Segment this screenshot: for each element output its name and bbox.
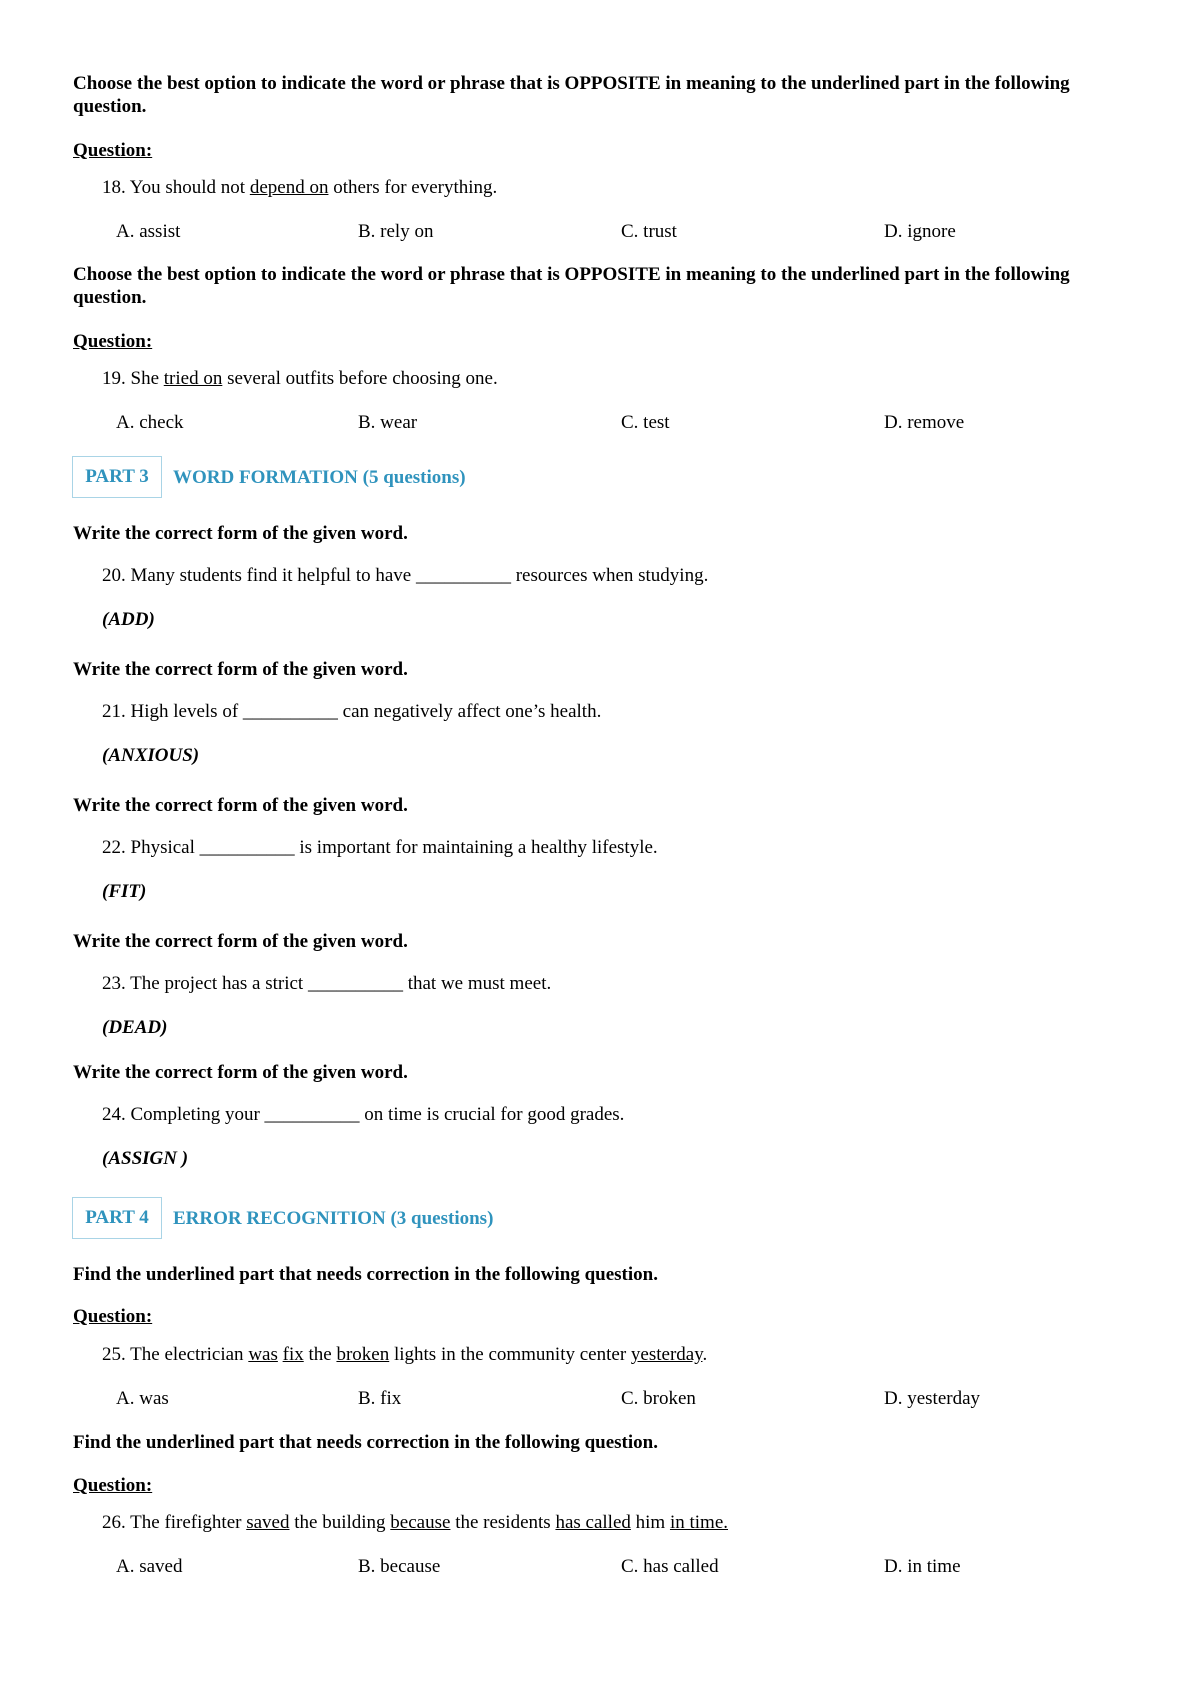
question-18-number: 18. [102, 177, 126, 198]
question-26-stem [102, 1512, 728, 1534]
q18-option-a[interactable]: A. assist [116, 221, 181, 242]
instruction-error-26: Find the underlined part that needs correction in the following question. [73, 1432, 658, 1453]
instruction-word-form-23: Write the correct form of the given word. [73, 931, 408, 952]
question-label-18: Question: [73, 140, 153, 161]
instruction-opposite-18: Choose the best option to indicate the word or phrase that is OPPOSITE in meaning to the underlined part in the following question. [73, 73, 1070, 117]
question-19-pre: She [130, 368, 159, 389]
question-18-pre: You should not [129, 177, 246, 198]
question-25-lead: 25. The electrician [102, 1344, 244, 1365]
question-25-underline-d: yesterday [630, 1344, 703, 1365]
question-25-underline-a: was [248, 1344, 278, 1365]
question-24-stem: 24. Completing your __________ on time is crucial for good grades. [102, 1104, 625, 1125]
question-25-period: . [702, 1344, 708, 1365]
question-label-25: Question: [73, 1306, 153, 1327]
question-23-stem: 23. The project has a strict __________ that we must meet. [102, 973, 552, 994]
question-label-26: Question: [73, 1475, 153, 1496]
question-18-underlined: depend on [249, 177, 329, 198]
q26-option-d[interactable]: D. in time [884, 1556, 961, 1577]
q18-option-c[interactable]: C. trust [621, 221, 677, 242]
q19-option-d[interactable]: D. remove [884, 412, 965, 433]
question-26-underline-a: saved [246, 1512, 290, 1533]
question-21-hint: (ANXIOUS) [102, 745, 200, 766]
question-label-19: Question: [73, 331, 153, 352]
q25-option-a[interactable]: A. was [116, 1388, 169, 1409]
question-26-lead: 26. The firefighter [102, 1512, 242, 1533]
question-25-underline-c: broken [336, 1344, 390, 1365]
question-22-stem: 22. Physical __________ is important for maintaining a healthy lifestyle. [102, 837, 658, 858]
question-19-stem [102, 368, 498, 390]
q26-option-a[interactable]: A. saved [116, 1556, 183, 1577]
q18-option-b[interactable]: B. rely on [358, 221, 434, 242]
instruction-word-form-20: Write the correct form of the given word. [73, 523, 408, 544]
question-26-text-2: the residents [455, 1512, 551, 1533]
instruction-error-25: Find the underlined part that needs correction in the following question. [73, 1264, 658, 1285]
question-26-underline-c: has called [555, 1512, 631, 1533]
question-20-hint: (ADD) [102, 609, 155, 630]
question-26-text-3: him [635, 1512, 666, 1533]
part4-title: ERROR RECOGNITION (3 questions) [173, 1208, 494, 1229]
question-25-text-2: lights in the community center [393, 1344, 627, 1365]
q25-option-d[interactable]: D. yesterday [884, 1388, 981, 1409]
instruction-word-form-22: Write the correct form of the given word. [73, 795, 408, 816]
question-26-underline-b: because [390, 1512, 451, 1533]
question-18-post: others for everything. [333, 177, 498, 198]
question-24-hint: (ASSIGN ) [102, 1148, 189, 1169]
question-22-hint: (FIT) [102, 881, 147, 902]
question-18-stem [102, 177, 497, 199]
question-25-stem [102, 1344, 707, 1366]
question-19-post: several outfits before choosing one. [227, 368, 498, 389]
q25-option-c[interactable]: C. broken [621, 1388, 696, 1409]
question-26-underline-d: in time. [669, 1512, 729, 1533]
instruction-word-form-21: Write the correct form of the given word. [73, 659, 408, 680]
part4-tag: PART 4 [72, 1197, 162, 1239]
instruction-opposite-19: Choose the best option to indicate the word or phrase that is OPPOSITE in meaning to the underlined part in the following question. [73, 264, 1070, 308]
q19-option-b[interactable]: B. wear [358, 412, 418, 433]
question-20-stem: 20. Many students find it helpful to have __________ resources when studying. [102, 565, 709, 586]
question-26-text-1: the building [294, 1512, 386, 1533]
question-23-hint: (DEAD) [102, 1017, 168, 1038]
q25-option-b[interactable]: B. fix [358, 1388, 402, 1409]
part3-title: WORD FORMATION (5 questions) [173, 467, 466, 488]
q26-option-b[interactable]: B. because [358, 1556, 441, 1577]
q19-option-c[interactable]: C. test [621, 412, 670, 433]
question-19-underlined: tried on [163, 368, 223, 389]
instruction-word-form-24: Write the correct form of the given word. [73, 1062, 408, 1083]
q19-option-a[interactable]: A. check [116, 412, 184, 433]
q26-option-c[interactable]: C. has called [621, 1556, 719, 1577]
question-19-number: 19. [102, 368, 126, 389]
part3-tag: PART 3 [72, 456, 162, 498]
q18-option-d[interactable]: D. ignore [884, 221, 956, 242]
question-25-text-1: the [308, 1344, 332, 1365]
question-25-underline-b: fix [282, 1344, 304, 1365]
question-21-stem: 21. High levels of __________ can negatively affect one’s health. [102, 701, 602, 722]
